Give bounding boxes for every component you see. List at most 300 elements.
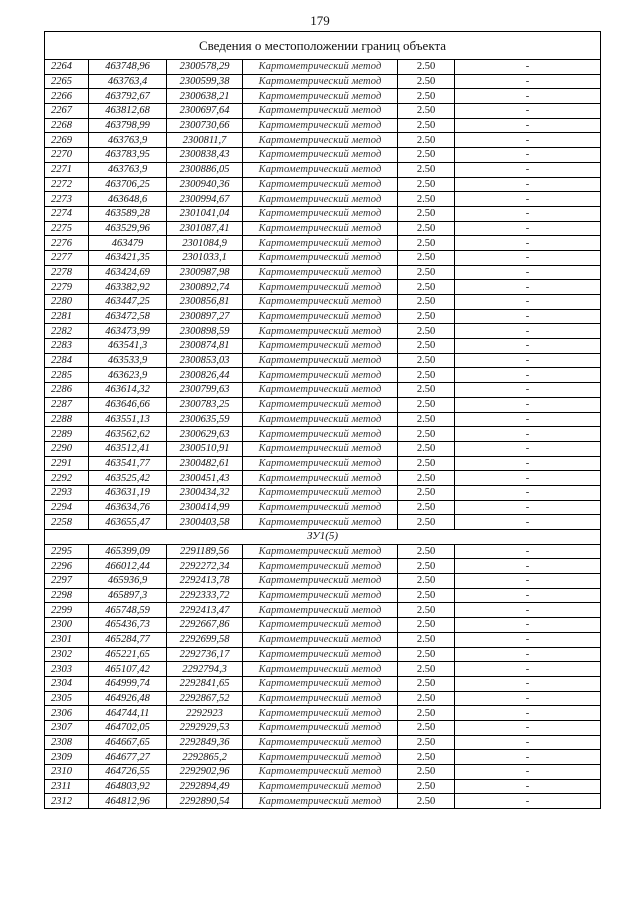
method-cell: Картометрический метод [243, 265, 398, 280]
x-coordinate-cell: 463646,66 [89, 397, 167, 412]
precision-cell: 2.50 [398, 192, 455, 207]
precision-cell: 2.50 [398, 515, 455, 530]
method-cell: Картометрический метод [243, 618, 398, 633]
y-coordinate-cell: 2292894,49 [167, 779, 243, 794]
precision-cell: 2.50 [398, 779, 455, 794]
section-header-row [45, 530, 601, 545]
point-number-cell: 2273 [45, 192, 89, 207]
method-cell: Картометрический метод [243, 588, 398, 603]
x-coordinate-cell: 463473,99 [89, 324, 167, 339]
x-coordinate-cell: 463541,3 [89, 339, 167, 354]
note-cell: - [455, 192, 601, 207]
x-coordinate-cell: 464999,74 [89, 676, 167, 691]
point-number-cell: 2279 [45, 280, 89, 295]
y-coordinate-cell: 2300403,58 [167, 515, 243, 530]
y-coordinate-cell: 2300987,98 [167, 265, 243, 280]
method-cell: Картометрический метод [243, 206, 398, 221]
table-row [45, 295, 601, 310]
note-cell: - [455, 750, 601, 765]
table-row [45, 353, 601, 368]
y-coordinate-cell: 2292902,96 [167, 765, 243, 780]
x-coordinate-cell: 463763,4 [89, 74, 167, 89]
note-cell: - [455, 735, 601, 750]
point-number-cell: 2301 [45, 632, 89, 647]
note-cell: - [455, 456, 601, 471]
method-cell: Картометрический метод [243, 60, 398, 75]
note-cell: - [455, 397, 601, 412]
table-row [45, 441, 601, 456]
point-number-cell: 2276 [45, 236, 89, 251]
point-number-cell: 2296 [45, 559, 89, 574]
point-number-cell: 2290 [45, 441, 89, 456]
y-coordinate-cell: 2300635,59 [167, 412, 243, 427]
y-coordinate-cell: 2300892,74 [167, 280, 243, 295]
note-cell: - [455, 250, 601, 265]
note-cell: - [455, 162, 601, 177]
x-coordinate-cell: 463512,41 [89, 441, 167, 456]
point-number-cell: 2278 [45, 265, 89, 280]
table-row [45, 471, 601, 486]
precision-cell: 2.50 [398, 412, 455, 427]
point-number-cell: 2289 [45, 427, 89, 442]
table-row [45, 485, 601, 500]
precision-cell: 2.50 [398, 250, 455, 265]
table-row [45, 632, 601, 647]
table-row [45, 236, 601, 251]
point-number-cell: 2277 [45, 250, 89, 265]
point-number-cell: 2295 [45, 544, 89, 559]
method-cell: Картометрический метод [243, 794, 398, 809]
y-coordinate-cell: 2300940,36 [167, 177, 243, 192]
precision-cell: 2.50 [398, 280, 455, 295]
point-number-cell: 2294 [45, 500, 89, 515]
note-cell: - [455, 383, 601, 398]
x-coordinate-cell: 463792,67 [89, 89, 167, 104]
y-coordinate-cell: 2292867,52 [167, 691, 243, 706]
point-number-cell: 2292 [45, 471, 89, 486]
table-row [45, 706, 601, 721]
note-cell: - [455, 133, 601, 148]
table-row [45, 603, 601, 618]
x-coordinate-cell: 464812,96 [89, 794, 167, 809]
x-coordinate-cell: 463631,19 [89, 485, 167, 500]
precision-cell: 2.50 [398, 471, 455, 486]
x-coordinate-cell: 463763,9 [89, 133, 167, 148]
note-cell: - [455, 632, 601, 647]
note-cell: - [455, 177, 601, 192]
x-coordinate-cell: 464667,65 [89, 735, 167, 750]
method-cell: Картометрический метод [243, 177, 398, 192]
method-cell: Картометрический метод [243, 441, 398, 456]
method-cell: Картометрический метод [243, 104, 398, 119]
method-cell: Картометрический метод [243, 221, 398, 236]
y-coordinate-cell: 2291189,56 [167, 544, 243, 559]
precision-cell: 2.50 [398, 368, 455, 383]
point-number-cell: 2307 [45, 720, 89, 735]
table-title-row [45, 32, 601, 60]
precision-cell: 2.50 [398, 177, 455, 192]
point-number-cell: 2258 [45, 515, 89, 530]
x-coordinate-cell: 465936,9 [89, 574, 167, 589]
note-cell: - [455, 265, 601, 280]
point-number-cell: 2270 [45, 148, 89, 163]
note-cell: - [455, 309, 601, 324]
precision-cell: 2.50 [398, 559, 455, 574]
table-row [45, 162, 601, 177]
method-cell: Картометрический метод [243, 676, 398, 691]
method-cell: Картометрический метод [243, 735, 398, 750]
table-row [45, 618, 601, 633]
method-cell: Картометрический метод [243, 632, 398, 647]
point-number-cell: 2298 [45, 588, 89, 603]
precision-cell: 2.50 [398, 133, 455, 148]
note-cell: - [455, 794, 601, 809]
note-cell: - [455, 441, 601, 456]
precision-cell: 2.50 [398, 588, 455, 603]
table-row [45, 412, 601, 427]
method-cell: Картометрический метод [243, 574, 398, 589]
note-cell: - [455, 765, 601, 780]
method-cell: Картометрический метод [243, 339, 398, 354]
y-coordinate-cell: 2301041,04 [167, 206, 243, 221]
precision-cell: 2.50 [398, 221, 455, 236]
x-coordinate-cell: 463421,35 [89, 250, 167, 265]
x-coordinate-cell: 464803,92 [89, 779, 167, 794]
y-coordinate-cell: 2292736,17 [167, 647, 243, 662]
point-number-cell: 2312 [45, 794, 89, 809]
method-cell: Картометрический метод [243, 691, 398, 706]
method-cell: Картометрический метод [243, 148, 398, 163]
note-cell: - [455, 676, 601, 691]
y-coordinate-cell: 2300826,44 [167, 368, 243, 383]
point-number-cell: 2311 [45, 779, 89, 794]
table-row [45, 515, 601, 530]
precision-cell: 2.50 [398, 383, 455, 398]
y-coordinate-cell: 2292413,47 [167, 603, 243, 618]
note-cell: - [455, 485, 601, 500]
point-number-cell: 2282 [45, 324, 89, 339]
precision-cell: 2.50 [398, 324, 455, 339]
point-number-cell: 2283 [45, 339, 89, 354]
note-cell: - [455, 221, 601, 236]
method-cell: Картометрический метод [243, 456, 398, 471]
point-number-cell: 2310 [45, 765, 89, 780]
y-coordinate-cell: 2292929,53 [167, 720, 243, 735]
boundary-coordinates-table [44, 31, 601, 809]
precision-cell: 2.50 [398, 647, 455, 662]
method-cell: Картометрический метод [243, 485, 398, 500]
table-row [45, 339, 601, 354]
y-coordinate-cell: 2300799,63 [167, 383, 243, 398]
precision-cell: 2.50 [398, 456, 455, 471]
method-cell: Картометрический метод [243, 368, 398, 383]
note-cell: - [455, 339, 601, 354]
method-cell: Картометрический метод [243, 162, 398, 177]
table-row [45, 221, 601, 236]
x-coordinate-cell: 463763,9 [89, 162, 167, 177]
precision-cell: 2.50 [398, 485, 455, 500]
note-cell: - [455, 236, 601, 251]
x-coordinate-cell: 465897,3 [89, 588, 167, 603]
method-cell: Картометрический метод [243, 383, 398, 398]
table-row [45, 500, 601, 515]
point-number-cell: 2274 [45, 206, 89, 221]
method-cell: Картометрический метод [243, 133, 398, 148]
x-coordinate-cell: 465748,59 [89, 603, 167, 618]
method-cell: Картометрический метод [243, 662, 398, 677]
precision-cell: 2.50 [398, 750, 455, 765]
precision-cell: 2.50 [398, 118, 455, 133]
point-number-cell: 2306 [45, 706, 89, 721]
y-coordinate-cell: 2300886,05 [167, 162, 243, 177]
note-cell: - [455, 412, 601, 427]
x-coordinate-cell: 464726,55 [89, 765, 167, 780]
note-cell: - [455, 148, 601, 163]
point-number-cell: 2284 [45, 353, 89, 368]
note-cell: - [455, 368, 601, 383]
y-coordinate-cell: 2300599,38 [167, 74, 243, 89]
x-coordinate-cell: 463533,9 [89, 353, 167, 368]
x-coordinate-cell: 464677,27 [89, 750, 167, 765]
method-cell: Картометрический метод [243, 236, 398, 251]
precision-cell: 2.50 [398, 397, 455, 412]
y-coordinate-cell: 2292923 [167, 706, 243, 721]
precision-cell: 2.50 [398, 765, 455, 780]
precision-cell: 2.50 [398, 148, 455, 163]
point-number-cell: 2302 [45, 647, 89, 662]
note-cell: - [455, 500, 601, 515]
x-coordinate-cell: 465221,65 [89, 647, 167, 662]
precision-cell: 2.50 [398, 206, 455, 221]
note-cell: - [455, 104, 601, 119]
table-row [45, 662, 601, 677]
note-cell: - [455, 118, 601, 133]
method-cell: Картометрический метод [243, 515, 398, 530]
x-coordinate-cell: 463562,62 [89, 427, 167, 442]
note-cell: - [455, 720, 601, 735]
point-number-cell: 2305 [45, 691, 89, 706]
y-coordinate-cell: 2300482,61 [167, 456, 243, 471]
precision-cell: 2.50 [398, 60, 455, 75]
x-coordinate-cell: 463648,6 [89, 192, 167, 207]
point-number-cell: 2309 [45, 750, 89, 765]
method-cell: Картометрический метод [243, 647, 398, 662]
table-row [45, 765, 601, 780]
y-coordinate-cell: 2292699,58 [167, 632, 243, 647]
y-coordinate-cell: 2300414,99 [167, 500, 243, 515]
precision-cell: 2.50 [398, 544, 455, 559]
y-coordinate-cell: 2300838,43 [167, 148, 243, 163]
precision-cell: 2.50 [398, 662, 455, 677]
note-cell: - [455, 89, 601, 104]
table-row [45, 324, 601, 339]
x-coordinate-cell: 463541,77 [89, 456, 167, 471]
table-row [45, 133, 601, 148]
y-coordinate-cell: 2292849,36 [167, 735, 243, 750]
x-coordinate-cell: 463479 [89, 236, 167, 251]
method-cell: Картометрический метод [243, 295, 398, 310]
precision-cell: 2.50 [398, 339, 455, 354]
point-number-cell: 2291 [45, 456, 89, 471]
x-coordinate-cell: 463525,42 [89, 471, 167, 486]
x-coordinate-cell: 463798,99 [89, 118, 167, 133]
table-row [45, 397, 601, 412]
table-row [45, 309, 601, 324]
x-coordinate-cell: 463382,92 [89, 280, 167, 295]
note-cell: - [455, 574, 601, 589]
table-row [45, 647, 601, 662]
method-cell: Картометрический метод [243, 397, 398, 412]
precision-cell: 2.50 [398, 353, 455, 368]
page-number: 179 [310, 13, 330, 28]
method-cell: Картометрический метод [243, 309, 398, 324]
point-number-cell: 2304 [45, 676, 89, 691]
y-coordinate-cell: 2300638,21 [167, 89, 243, 104]
table-row [45, 691, 601, 706]
method-cell: Картометрический метод [243, 250, 398, 265]
note-cell: - [455, 706, 601, 721]
y-coordinate-cell: 2292841,65 [167, 676, 243, 691]
table-row [45, 368, 601, 383]
y-coordinate-cell: 2292890,54 [167, 794, 243, 809]
y-coordinate-cell: 2292413,78 [167, 574, 243, 589]
y-coordinate-cell: 2300994,67 [167, 192, 243, 207]
point-number-cell: 2267 [45, 104, 89, 119]
method-cell: Картометрический метод [243, 765, 398, 780]
y-coordinate-cell: 2300697,64 [167, 104, 243, 119]
table-row [45, 720, 601, 735]
table-row [45, 265, 601, 280]
precision-cell: 2.50 [398, 676, 455, 691]
precision-cell: 2.50 [398, 427, 455, 442]
note-cell: - [455, 60, 601, 75]
table-row [45, 177, 601, 192]
x-coordinate-cell: 463472,58 [89, 309, 167, 324]
table-row [45, 735, 601, 750]
x-coordinate-cell: 464744,11 [89, 706, 167, 721]
table-body [45, 32, 601, 809]
table-row [45, 559, 601, 574]
x-coordinate-cell: 463447,25 [89, 295, 167, 310]
note-cell: - [455, 324, 601, 339]
table-row [45, 676, 601, 691]
x-coordinate-cell: 463529,96 [89, 221, 167, 236]
y-coordinate-cell: 2301087,41 [167, 221, 243, 236]
y-coordinate-cell: 2300578,29 [167, 60, 243, 75]
method-cell: Картометрический метод [243, 500, 398, 515]
precision-cell: 2.50 [398, 500, 455, 515]
note-cell: - [455, 559, 601, 574]
table-row [45, 280, 601, 295]
table-row [45, 544, 601, 559]
table-row [45, 574, 601, 589]
x-coordinate-cell: 463424,69 [89, 265, 167, 280]
x-coordinate-cell: 463551,13 [89, 412, 167, 427]
method-cell: Картометрический метод [243, 779, 398, 794]
table-row [45, 250, 601, 265]
y-coordinate-cell: 2300730,66 [167, 118, 243, 133]
y-coordinate-cell: 2300451,43 [167, 471, 243, 486]
y-coordinate-cell: 2300510,91 [167, 441, 243, 456]
precision-cell: 2.50 [398, 691, 455, 706]
point-number-cell: 2303 [45, 662, 89, 677]
section-label: ЗУ1(5) [45, 530, 601, 545]
x-coordinate-cell: 463655,47 [89, 515, 167, 530]
x-coordinate-cell: 465436,73 [89, 618, 167, 633]
table-row [45, 89, 601, 104]
precision-cell: 2.50 [398, 74, 455, 89]
y-coordinate-cell: 2300898,59 [167, 324, 243, 339]
table-title: Сведения о местоположении границ объекта [45, 32, 601, 60]
y-coordinate-cell: 2300434,32 [167, 485, 243, 500]
note-cell: - [455, 515, 601, 530]
precision-cell: 2.50 [398, 236, 455, 251]
method-cell: Картометрический метод [243, 471, 398, 486]
note-cell: - [455, 779, 601, 794]
y-coordinate-cell: 2301084,9 [167, 236, 243, 251]
point-number-cell: 2268 [45, 118, 89, 133]
table-row [45, 750, 601, 765]
note-cell: - [455, 618, 601, 633]
x-coordinate-cell: 463748,96 [89, 60, 167, 75]
note-cell: - [455, 691, 601, 706]
note-cell: - [455, 647, 601, 662]
x-coordinate-cell: 463589,28 [89, 206, 167, 221]
x-coordinate-cell: 464926,48 [89, 691, 167, 706]
note-cell: - [455, 544, 601, 559]
table-row [45, 779, 601, 794]
x-coordinate-cell: 465284,77 [89, 632, 167, 647]
precision-cell: 2.50 [398, 89, 455, 104]
y-coordinate-cell: 2300874,81 [167, 339, 243, 354]
x-coordinate-cell: 466012,44 [89, 559, 167, 574]
table-row [45, 383, 601, 398]
table-row [45, 118, 601, 133]
precision-cell: 2.50 [398, 735, 455, 750]
method-cell: Картометрический метод [243, 89, 398, 104]
point-number-cell: 2285 [45, 368, 89, 383]
point-number-cell: 2275 [45, 221, 89, 236]
precision-cell: 2.50 [398, 618, 455, 633]
y-coordinate-cell: 2292272,34 [167, 559, 243, 574]
x-coordinate-cell: 464702,05 [89, 720, 167, 735]
note-cell: - [455, 588, 601, 603]
y-coordinate-cell: 2300811,7 [167, 133, 243, 148]
y-coordinate-cell: 2292333,72 [167, 588, 243, 603]
y-coordinate-cell: 2292667,86 [167, 618, 243, 633]
precision-cell: 2.50 [398, 162, 455, 177]
y-coordinate-cell: 2301033,1 [167, 250, 243, 265]
note-cell: - [455, 427, 601, 442]
point-number-cell: 2281 [45, 309, 89, 324]
point-number-cell: 2287 [45, 397, 89, 412]
point-number-cell: 2308 [45, 735, 89, 750]
x-coordinate-cell: 463614,32 [89, 383, 167, 398]
point-number-cell: 2297 [45, 574, 89, 589]
point-number-cell: 2265 [45, 74, 89, 89]
table-row [45, 427, 601, 442]
x-coordinate-cell: 463812,68 [89, 104, 167, 119]
point-number-cell: 2293 [45, 485, 89, 500]
point-number-cell: 2280 [45, 295, 89, 310]
point-number-cell: 2264 [45, 60, 89, 75]
x-coordinate-cell: 465107,42 [89, 662, 167, 677]
method-cell: Картометрический метод [243, 720, 398, 735]
method-cell: Картометрический метод [243, 603, 398, 618]
precision-cell: 2.50 [398, 720, 455, 735]
method-cell: Картометрический метод [243, 324, 398, 339]
table-row [45, 104, 601, 119]
